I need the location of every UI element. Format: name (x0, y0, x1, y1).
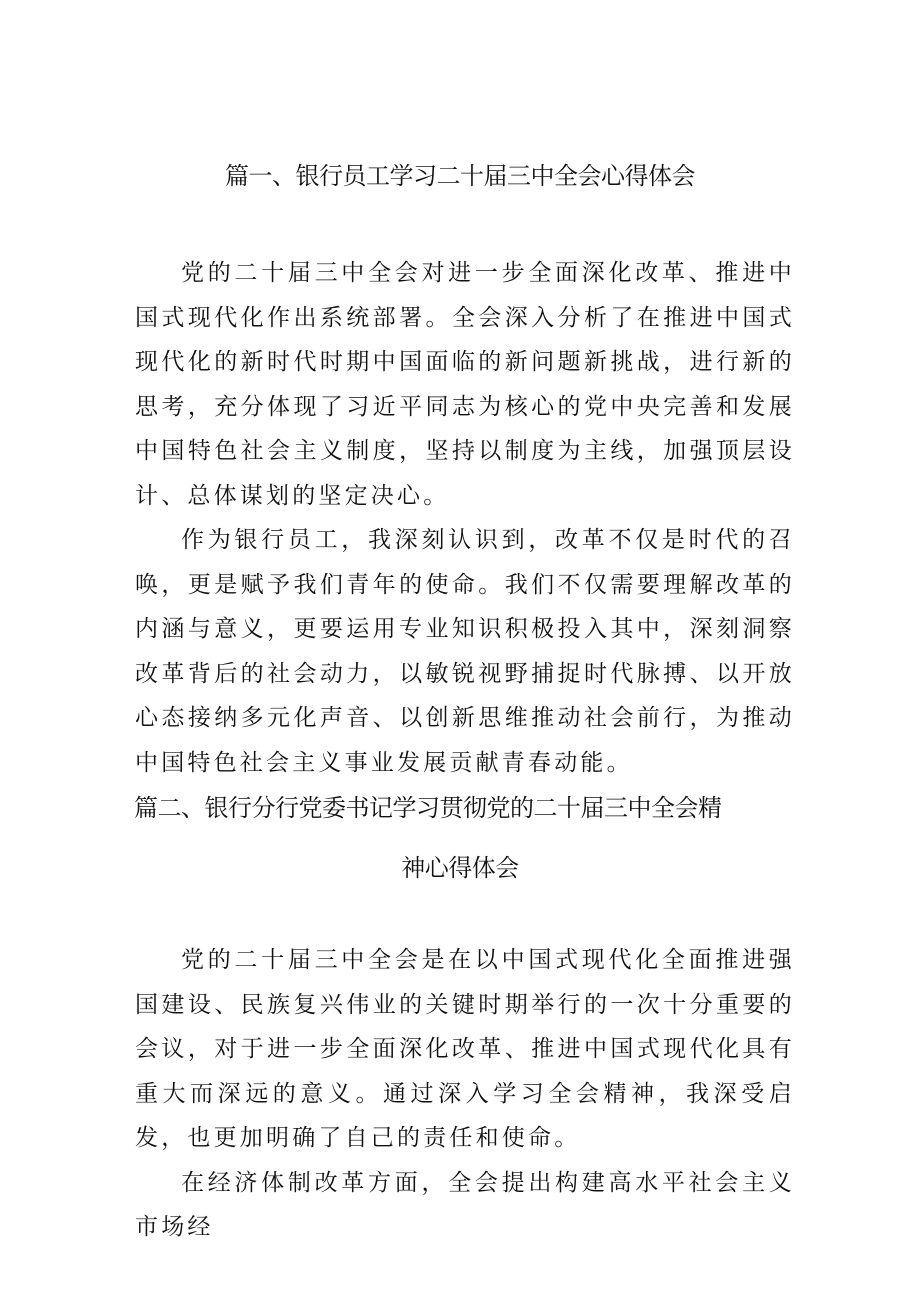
article-2-paragraph-1: 党的二十届三中全会是在以中国式现代化全面推进强国建设、民族复兴伟业的关键时期举行的一次十分重要的会议，对于进一步全面深化改革、推进中国式现代化具有重大而深远的意义。通过深入学习全会精神，我深受启发，也更加明确了自己的责任和使命。 (135, 947, 795, 1151)
article-1-title: 篇一、银行员工学习二十届三中全会心得体会 (225, 162, 695, 190)
article-1-paragraph-2: 作为银行员工，我深刻认识到，改革不仅是时代的召唤，更是赋予我们青年的使命。我们不仅需要理解改革的内涵与意义，更要运用专业知识积极投入其中，深刻洞察改革背后的社会动力，以敏锐视野捕捉时代脉搏、以开放心态接纳多元化声音、以创新思维推动社会前行，为推动中国特色社会主义事业发展贡献青春动能。 (135, 527, 795, 776)
article-2-title-line-1: 篇二、银行分行党委书记学习贯彻党的二十届三中全会精 (134, 794, 722, 822)
article-2-title-line-2: 神心得体会 (401, 854, 519, 882)
article-2-body (135, 938, 795, 1250)
article-1-body (135, 251, 795, 785)
article-2-paragraph-2: 在经济体制改革方面，全会提出构建高水平社会主义市场经 (135, 1169, 795, 1240)
article-1-paragraph-1: 党的二十届三中全会对进一步全面深化改革、推进中国式现代化作出系统部署。全会深入分析了在推进中国式现代化的新时代时期中国面临的新问题新挑战，进行新的思考，充分体现了习近平同志为核心的党中央完善和发展中国特色社会主义制度，坚持以制度为主线，加强顶层设计、总体谋划的坚定决心。 (135, 260, 795, 509)
